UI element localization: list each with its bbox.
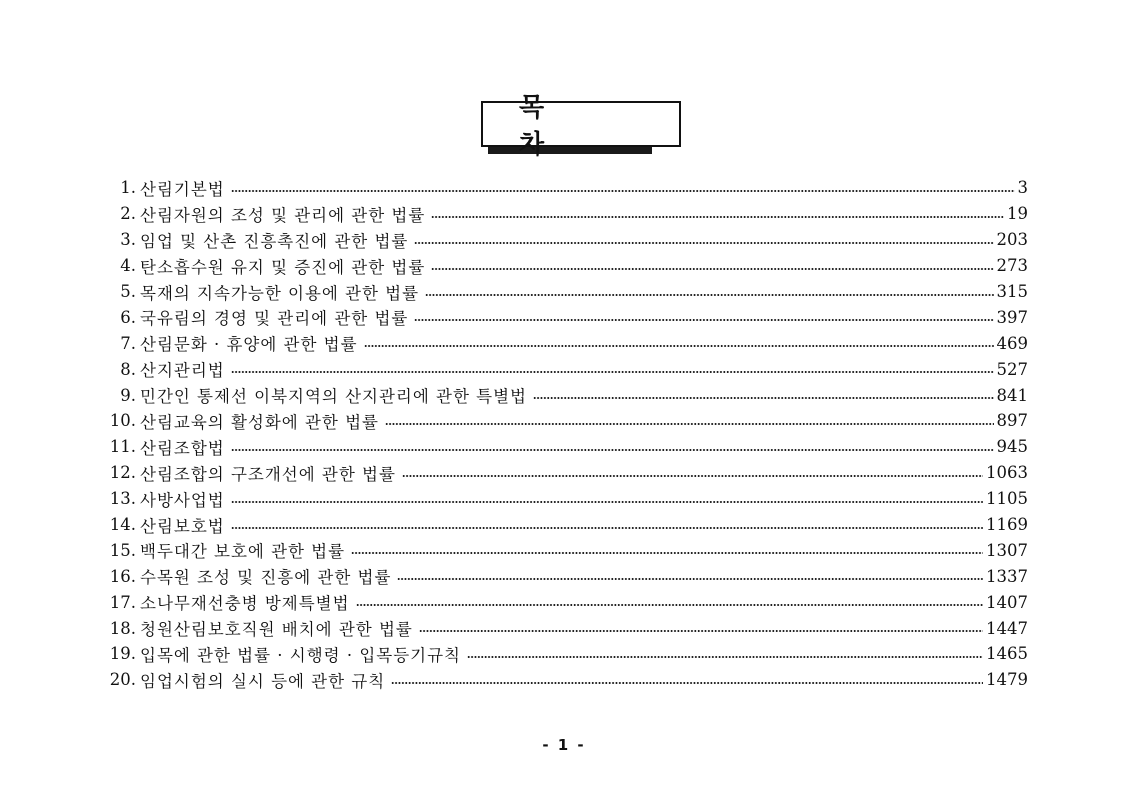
toc-leader-dots bbox=[402, 475, 983, 477]
toc-entry[interactable] bbox=[102, 563, 1028, 589]
toc-entry-number: 11. bbox=[109, 437, 136, 457]
toc-title-box bbox=[481, 93, 645, 160]
toc-entry-title: 산지관리법 bbox=[140, 361, 225, 381]
toc-entry[interactable] bbox=[102, 434, 1028, 460]
toc-entry[interactable] bbox=[102, 615, 1028, 641]
toc-entry[interactable] bbox=[102, 227, 1028, 253]
toc-entry[interactable] bbox=[102, 356, 1028, 382]
toc-entry-number: 1. bbox=[120, 178, 136, 198]
toc-entry-title: 국유림의 경영 및 관리에 관한 법률 bbox=[140, 309, 409, 329]
toc-entry[interactable] bbox=[102, 408, 1028, 434]
toc-entry-number: 13. bbox=[109, 489, 136, 509]
toc-entry-title: 소나무재선충병 방제특별법 bbox=[140, 594, 350, 614]
toc-leader-dots bbox=[231, 449, 994, 451]
toc-entry-title: 민간인 통제선 이북지역의 산지관리에 관한 특별법 bbox=[140, 387, 527, 407]
toc-leader-dots bbox=[425, 294, 993, 296]
toc-entry-page: 469 bbox=[996, 333, 1028, 353]
toc-leader-dots bbox=[356, 604, 983, 606]
toc-entry-title: 산림조합법 bbox=[140, 438, 225, 458]
toc-entry[interactable] bbox=[102, 201, 1028, 227]
toc-leader-dots bbox=[231, 501, 983, 503]
toc-entry-number: 5. bbox=[120, 282, 136, 301]
toc-leader-dots bbox=[397, 578, 983, 580]
toc-entry-number: 2. bbox=[120, 204, 136, 224]
toc-entry-number: 16. bbox=[109, 566, 136, 586]
toc-entry-title: 백두대간 보호에 관한 법률 bbox=[140, 542, 346, 562]
page-title-text: 목 차 bbox=[519, 93, 581, 160]
toc-entry-title: 사방사업법 bbox=[140, 490, 225, 510]
toc-entry-page: 1105 bbox=[986, 489, 1028, 509]
toc-entry[interactable] bbox=[102, 253, 1028, 279]
toc-entry-page: 1307 bbox=[986, 540, 1028, 560]
toc-entry-number: 10. bbox=[109, 411, 136, 431]
toc-entry-page: 945 bbox=[996, 437, 1028, 457]
toc-entry[interactable] bbox=[102, 175, 1028, 201]
toc-entry-page: 315 bbox=[996, 282, 1028, 301]
toc-entry[interactable] bbox=[102, 382, 1028, 408]
toc-leader-dots bbox=[351, 552, 983, 554]
page-number: - 1 - bbox=[542, 736, 586, 754]
toc-entry-page: 527 bbox=[996, 359, 1028, 379]
toc-entry-page: 1063 bbox=[986, 463, 1028, 483]
toc-entry-number: 9. bbox=[120, 385, 136, 405]
toc-entry-page: 1465 bbox=[986, 644, 1028, 664]
toc-entry[interactable] bbox=[102, 589, 1028, 615]
toc-entry-number: 7. bbox=[120, 333, 136, 353]
toc-entry-page: 273 bbox=[996, 256, 1028, 276]
toc-leader-dots bbox=[533, 397, 994, 399]
toc-leader-dots bbox=[231, 190, 1015, 192]
toc-entry-number: 19. bbox=[109, 644, 136, 664]
toc-entry-number: 3. bbox=[120, 230, 136, 250]
toc-entry-page: 19 bbox=[1007, 204, 1028, 224]
toc-entry-number: 17. bbox=[109, 592, 136, 612]
page-title bbox=[481, 93, 681, 160]
toc-leader-dots bbox=[431, 268, 993, 270]
toc-entry-page: 1337 bbox=[986, 566, 1028, 586]
toc-entry-number: 8. bbox=[120, 359, 136, 379]
toc-leader-dots bbox=[385, 423, 994, 425]
toc-entry-page: 897 bbox=[996, 411, 1028, 431]
toc-entry-title: 수목원 조성 및 진흥에 관한 법률 bbox=[140, 568, 392, 588]
toc-entry-title: 입목에 관한 법률 · 시행령 · 입목등기규칙 bbox=[140, 645, 461, 665]
toc-entry-title: 목재의 지속가능한 이용에 관한 법률 bbox=[140, 283, 420, 303]
toc-entry-title: 탄소흡수원 유지 및 증진에 관한 법률 bbox=[140, 257, 426, 277]
toc-entry-number: 4. bbox=[120, 256, 136, 276]
toc-entry-number: 6. bbox=[120, 307, 136, 327]
toc-entry-page: 841 bbox=[996, 385, 1028, 405]
toc-entry-page: 203 bbox=[996, 230, 1028, 250]
toc-leader-dots bbox=[419, 630, 983, 632]
toc-entry-title: 산림자원의 조성 및 관리에 관한 법률 bbox=[140, 205, 426, 225]
toc-entry-page: 1407 bbox=[986, 592, 1028, 612]
toc-entry[interactable] bbox=[102, 537, 1028, 563]
toc-entry-number: 18. bbox=[109, 618, 136, 638]
toc-leader-dots bbox=[364, 345, 994, 347]
toc-entry[interactable] bbox=[102, 667, 1028, 693]
toc-entry[interactable] bbox=[102, 330, 1028, 356]
toc-entry[interactable] bbox=[102, 641, 1028, 667]
toc-leader-dots bbox=[467, 656, 983, 658]
toc-entry-title: 산림문화 · 휴양에 관한 법률 bbox=[140, 335, 358, 355]
toc-entry-title: 산림보호법 bbox=[140, 516, 225, 536]
toc-entry-title: 청원산림보호직원 배치에 관한 법률 bbox=[140, 620, 413, 640]
toc-entry-title: 산림조합의 구조개선에 관한 법률 bbox=[140, 464, 396, 484]
table-of-contents bbox=[102, 175, 1028, 693]
toc-leader-dots bbox=[414, 242, 993, 244]
toc-leader-dots bbox=[231, 527, 983, 529]
toc-entry[interactable] bbox=[102, 304, 1028, 330]
toc-entry-number: 15. bbox=[109, 540, 136, 560]
toc-entry-page: 1169 bbox=[986, 515, 1028, 535]
toc-leader-dots bbox=[431, 216, 1004, 218]
toc-entry[interactable] bbox=[102, 512, 1028, 538]
toc-leader-dots bbox=[231, 371, 994, 373]
toc-entry-title: 임업 및 산촌 진흥촉진에 관한 법률 bbox=[140, 231, 409, 251]
toc-entry-number: 14. bbox=[109, 515, 136, 535]
toc-entry-number: 20. bbox=[109, 670, 136, 690]
toc-entry-page: 1479 bbox=[986, 670, 1028, 690]
toc-entry-title: 임업시험의 실시 등에 관한 규칙 bbox=[140, 671, 386, 691]
toc-entry-page: 397 bbox=[996, 307, 1028, 327]
toc-entry[interactable] bbox=[102, 460, 1028, 486]
toc-entry-page: 3 bbox=[1017, 178, 1028, 198]
toc-entry-title: 산림교육의 활성화에 관한 법률 bbox=[140, 412, 379, 432]
toc-leader-dots bbox=[391, 682, 983, 684]
toc-entry[interactable] bbox=[102, 486, 1028, 512]
toc-entry-page: 1447 bbox=[986, 618, 1028, 638]
toc-leader-dots bbox=[414, 319, 993, 321]
toc-entry[interactable] bbox=[102, 279, 1028, 305]
toc-entry-number: 12. bbox=[109, 463, 136, 483]
toc-entry-title: 산림기본법 bbox=[140, 179, 225, 199]
